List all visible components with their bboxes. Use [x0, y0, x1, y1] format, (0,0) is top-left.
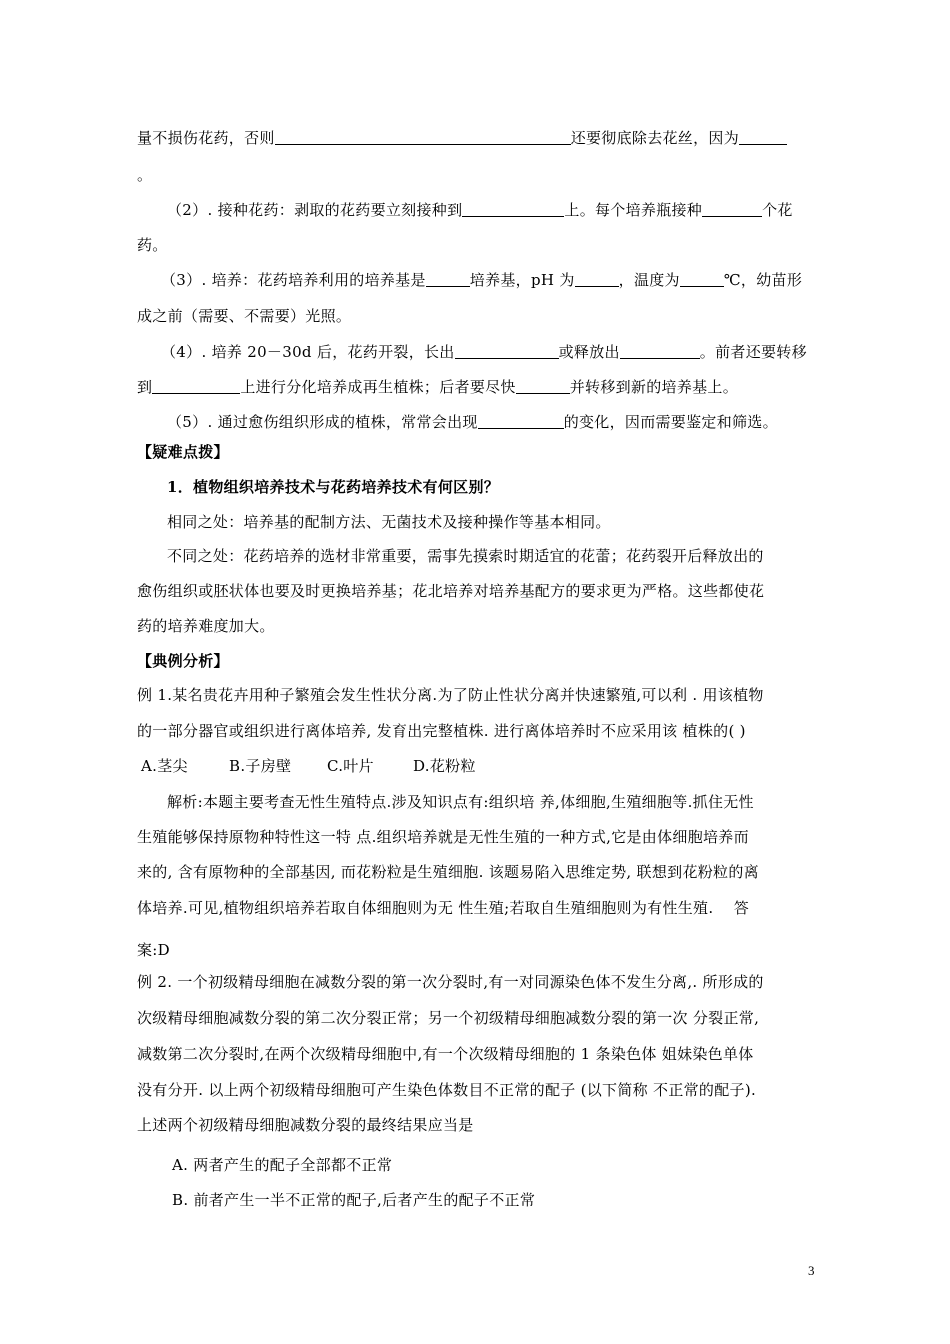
answer-option-b: B. 前者产生一半不正常的配子,后者产生的配子不正常	[172, 1191, 536, 1209]
option-row	[137, 751, 815, 781]
option-a: A.茎尖	[141, 757, 188, 775]
fill-blank	[275, 126, 571, 145]
text-line	[137, 123, 815, 153]
text-segment: 并转移到新的培养基上。	[569, 378, 739, 396]
text-segment: ，温度为	[618, 271, 680, 289]
text-line: 相同之处：培养基的配制方法、无菌技术及接种操作等基本相同。	[167, 513, 611, 531]
text-line: 例 1.某名贵花卉用种子繁殖会发生性状分离.为了防止性状分离并快速繁殖,可以利 . 用该植物	[137, 686, 764, 704]
text-line: 次级精母细胞减数分裂的第二次分裂正常；另一个初级精母细胞减数分裂的第一次 分裂正常,	[137, 1009, 760, 1027]
fill-blank	[478, 410, 564, 429]
text-segment: 的变化，因而需要鉴定和筛选。	[563, 413, 778, 431]
text-segment: 上进行分化培养成再生植株；后者要尽快	[240, 378, 516, 396]
answer-option-a: A. 两者产生的配子全部都不正常	[172, 1156, 393, 1174]
fill-blank	[739, 126, 787, 145]
fill-blank	[702, 198, 762, 217]
text-line: 成之前（需要、不需要）光照。	[137, 307, 352, 325]
text-line: 例 2. 一个初级精母细胞在减数分裂的第一次分裂时,有一对同源染色体不发生分离,. 所形成的	[137, 973, 764, 991]
fill-blank	[516, 375, 570, 394]
section-heading: 【典例分析】	[137, 652, 229, 670]
text-line: 不同之处：花药培养的选材非常重要，需事先摸索时期适宜的花蕾；花药裂开后释放出的	[167, 547, 764, 565]
text-line: 愈伤组织或胚状体也要及时更换培养基；花北培养对培养基配方的要求更为严格。这些都使花	[137, 582, 765, 600]
text-line: 案:D	[137, 941, 170, 959]
text-segment: （5）. 通过愈伤组织形成的植株，常常会出现	[167, 413, 478, 431]
fill-blank	[680, 268, 724, 287]
text-line: 减数第二次分裂时,在两个次级精母细胞中,有一个次级精母细胞的 1 条染色体 姐妹染色单体	[137, 1045, 754, 1063]
text-line	[137, 407, 815, 437]
option-c: C.叶片	[327, 757, 374, 775]
text-line: 药。	[137, 236, 168, 254]
text-line: 体培养.可见,植物组织培养若取自体细胞则为无 性生殖;若取自生殖细胞则为有性生殖. 答	[137, 899, 750, 917]
text-segment: 个花	[762, 201, 793, 219]
text-line: 的一部分器官或组织进行离体培养, 发育出完整植株. 进行离体培养时不应采用该 植株的( )	[137, 722, 746, 740]
text-segment: （2）. 接种花药：剥取的花药要立刻接种到	[167, 201, 463, 219]
text-segment: 还要彻底除去花丝，因为	[570, 129, 740, 147]
text-line: 解析:本题主要考查无性生殖特点.涉及知识点有:组织培 养,体细胞,生殖细胞等.抓住无性	[167, 793, 754, 811]
text-line: 来的, 含有原物种的全部基因, 而花粉粒是生殖细胞. 该题易陷入思维定势, 联想到花粉粒的离	[137, 863, 759, 881]
text-segment: 量不损伤花药，否则	[137, 129, 275, 147]
text-line	[137, 337, 815, 367]
option-d: D.花粉粒	[413, 757, 476, 775]
text-line: 。	[137, 166, 153, 184]
text-segment: （3）. 培养：花药培养利用的培养基是	[161, 271, 426, 289]
fill-blank	[462, 198, 564, 217]
text-segment: 培养基，pH 为	[469, 271, 575, 289]
text-segment: （4）. 培养 20－30d 后，花药开裂，长出	[161, 343, 455, 361]
fill-blank	[152, 375, 240, 394]
text-line	[137, 195, 815, 225]
fill-blank	[620, 340, 700, 359]
text-line	[137, 265, 815, 295]
text-segment: 。前者还要转移	[699, 343, 807, 361]
fill-blank	[575, 268, 619, 287]
question-heading: 1．植物组织培养技术与花药培养技术有何区别？	[167, 478, 500, 496]
text-segment: 或释放出	[558, 343, 620, 361]
page-number: 3	[808, 1263, 815, 1278]
fill-blank	[426, 268, 470, 287]
text-segment: 到	[137, 378, 153, 396]
text-line	[137, 372, 815, 402]
text-line: 药的培养难度加大。	[137, 617, 275, 635]
text-line: 没有分开. 以上两个初级精母细胞可产生染色体数目不正常的配子 (以下简称 不正常的配子).	[137, 1081, 757, 1099]
text-line: 生殖能够保持原物种特性这一特 点.组织培养就是无性生殖的一种方式,它是由体细胞培养而	[137, 828, 749, 846]
fill-blank	[455, 340, 559, 359]
text-line: 上述两个初级精母细胞减数分裂的最终结果应当是	[137, 1116, 474, 1134]
text-segment: 上。每个培养瓶接种	[564, 201, 703, 219]
section-heading: 【疑难点拨】	[137, 443, 229, 461]
text-segment: ℃，幼苗形	[723, 271, 803, 289]
option-b: B.子房壁	[229, 757, 292, 775]
